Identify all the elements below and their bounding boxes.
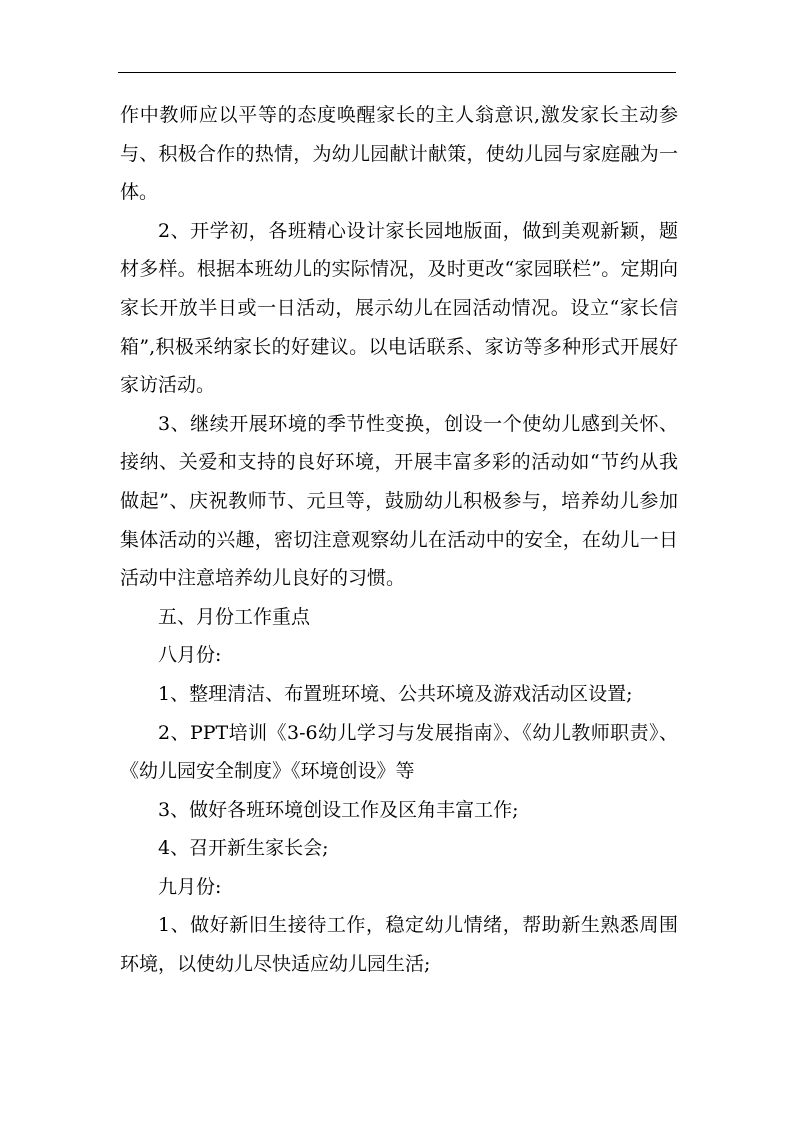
september-item-1: 1、做好新旧生接待工作，稳定幼儿情绪，帮助新生熟悉周围环境，以使幼儿尽快适应幼儿园生活; <box>120 914 678 976</box>
august-item-3: 3、做好各班环境创设工作及区角丰富工作; <box>158 798 519 821</box>
august-item-1: 1、整理清洁、布置班环境、公共环境及游戏活动区设置; <box>158 682 633 705</box>
paragraph-item-2: 2、开学初，各班精心设计家长园地版面，做到美观新颖，题材多样。根据本班幼儿的实际情况，及时更改“家园联栏”。定期向家长开放半日或一日活动，展示幼儿在园活动情况。设立“家长信箱”,积极采纳家长的好建议。以电话联系、家访等多种形式开展好家访活动。 <box>120 219 678 397</box>
august-item-4: 4、召开新生家长会; <box>158 837 329 860</box>
section-heading: 五、月份工作重点 <box>158 605 311 628</box>
document-body <box>120 96 678 984</box>
header-rule <box>118 72 676 73</box>
month-heading-september: 九月份: <box>158 875 222 898</box>
paragraph-item-3: 3、继续开展环境的季节性变换，创设一个使幼儿感到关怀、接纳、关爱和支持的良好环境，开展丰富多彩的活动如“节约从我做起”、庆祝教师节、元旦等，鼓励幼儿积极参与，培养幼儿参加集体活动的兴趣，密切注意观察幼儿在活动中的安全，在幼儿一日活动中注意培养幼儿良好的习惯。 <box>120 412 678 590</box>
august-item-2: 2、PPT培训《3-6幼儿学习与发展指南》、《幼儿教师职责》、《幼儿园安全制度》《环境创设》等 <box>120 721 678 783</box>
paragraph-continuation: 作中教师应以平等的态度唤醒家长的主人翁意识,激发家长主动参与、积极合作的热情，为幼儿园献计献策，使幼儿园与家庭融为一体。 <box>120 104 678 204</box>
month-heading-august: 八月份: <box>158 644 222 667</box>
